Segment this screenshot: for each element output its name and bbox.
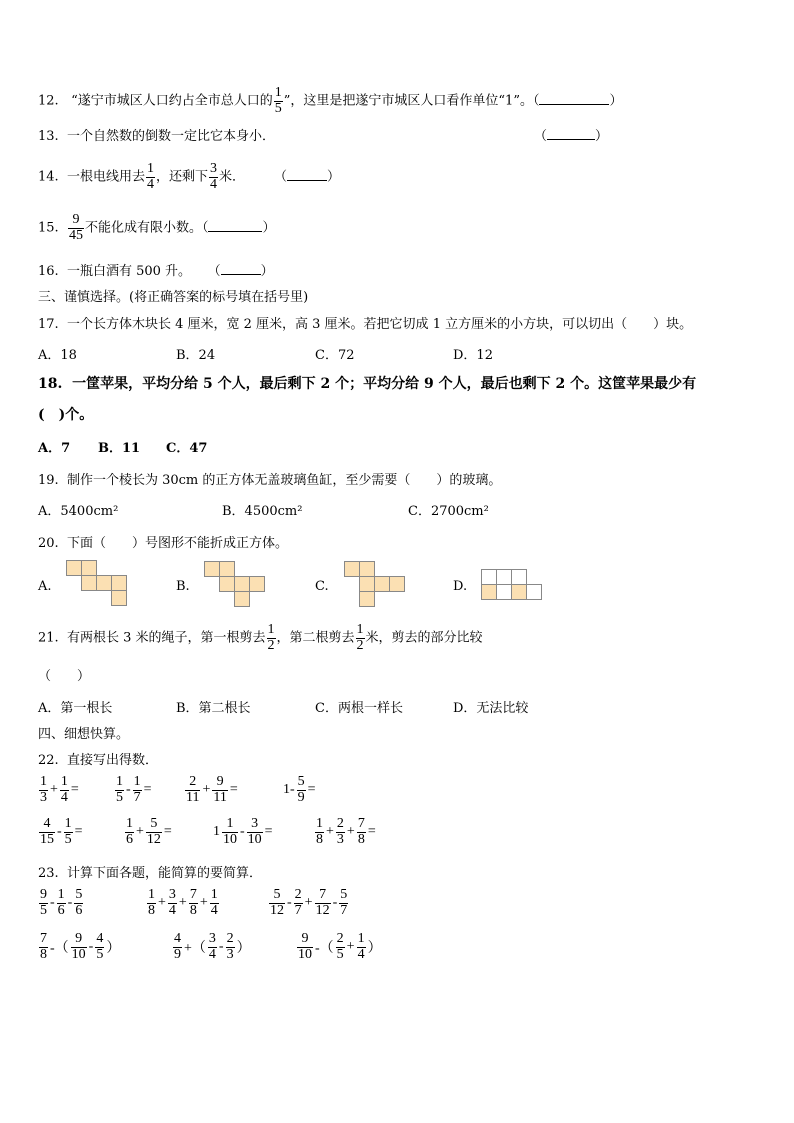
question-12: 12. “遂宁市城区人口约占全市总人口的 $\frac{1}{5}$ ”，这里是把遂宁市城区人口看作单位“1”。（ ）	[38, 85, 623, 116]
q19-option-c[interactable]: C．2700cm²	[408, 504, 489, 519]
q23-expr-2: $\frac{1}{8}$ + $\frac{3}{4}$ + $\frac{7}{8}$ + $\frac{1}{4}$	[148, 887, 218, 918]
q15-text: 不能化成有限小数。（	[84, 220, 209, 236]
q21-option-b[interactable]: B．第二根长	[176, 701, 251, 716]
q17-option-d[interactable]: D．12	[453, 348, 493, 363]
q17-option-a[interactable]: A．18	[38, 348, 77, 363]
q19-option-b[interactable]: B．4500cm²	[222, 504, 303, 519]
q12-answer-blank[interactable]	[539, 93, 609, 105]
q21-text-mid: ，第二根剪去	[276, 630, 355, 646]
q21-number: 21.	[38, 630, 59, 646]
section-3-heading: 三、谨慎选择。(将正确答案的标号填在括号里)	[38, 290, 309, 305]
q21-fraction-2: $\frac{1}{2}$	[356, 622, 364, 653]
question-22	[38, 749, 158, 768]
question-18	[38, 373, 696, 393]
q16-text: 一瓶白酒有 500 升。	[66, 264, 192, 279]
question-15: 15. $\frac{9}{45}$ 不能化成有限小数。（ ）	[38, 212, 276, 243]
q22-expr-5: $\frac{4}{15}$ - $\frac{1}{5}$ =	[40, 816, 83, 847]
q14-text-post: 米．	[218, 169, 245, 185]
q21-fraction-1: $\frac{1}{2}$	[267, 622, 275, 653]
question-23	[38, 862, 262, 881]
q12-fraction: $\frac{1}{5}$	[274, 85, 282, 116]
question-16: 16. 一瓶白酒有 500 升。 （ ）	[38, 264, 274, 279]
q20-number: 20.	[38, 536, 59, 551]
q15-answer-blank[interactable]	[208, 220, 262, 232]
q23-expr-1: $\frac{9}{5}$ - $\frac{1}{6}$ - $\frac{5}{6}$	[40, 887, 83, 918]
q20-option-c[interactable]: C.	[315, 579, 329, 594]
q23-expr-4: $\frac{7}{8}$ -（ $\frac{9}{10}$ - $\frac{4}{5}$ ）	[40, 931, 121, 962]
question-21	[38, 623, 483, 653]
q14-answer-blank[interactable]	[287, 169, 327, 181]
q21-text-post: 米，剪去的部分比较	[365, 630, 483, 646]
q22-expr-6: $\frac{1}{6}$ + $\frac{5}{12}$ =	[126, 816, 172, 847]
q18-option-a[interactable]: A．7	[38, 441, 71, 456]
q19-text: 制作一个棱长为 30cm 的正方体无盖玻璃鱼缸，至少需要（ ）的玻璃。	[66, 473, 502, 488]
q22-text: 直接写出得数．	[66, 753, 158, 768]
q23-expr-6: $\frac{9}{10}$ -（ $\frac{2}{5}$ + $\frac{1}{4}$ ）	[298, 931, 382, 962]
q13-answer[interactable]: （ ）	[534, 129, 609, 144]
q21-option-a[interactable]: A．第一根长	[38, 701, 113, 716]
q23-expr-5: $\frac{4}{9}$ +（ $\frac{3}{4}$ - $\frac{2}{3}$ ）	[174, 931, 251, 962]
q17-option-b[interactable]: B．24	[176, 348, 216, 363]
q21-paren[interactable]: （ ）	[38, 669, 91, 684]
q14-fraction-1: $\frac{1}{4}$	[146, 161, 154, 192]
q20-option-b[interactable]: B.	[176, 579, 190, 594]
q23-text: 计算下面各题，能简算的要简算．	[66, 866, 262, 881]
q18-option-b[interactable]: B．11	[98, 441, 141, 456]
q22-number: 22.	[38, 753, 59, 768]
q17-number: 17.	[38, 317, 59, 332]
q14-number: 14.	[38, 169, 59, 185]
q21-option-c[interactable]: C．两根一样长	[315, 701, 403, 716]
q22-expr-8: $\frac{1}{8}$ + $\frac{2}{3}$ + $\frac{7}{8}$ =	[316, 816, 376, 847]
q20-text: 下面（ ）号图形不能折成正方体。	[66, 536, 288, 551]
q15-number: 15.	[38, 220, 59, 236]
q19-option-a[interactable]: A．5400cm²	[38, 504, 119, 519]
q21-option-d[interactable]: D．无法比较	[453, 701, 529, 716]
q21-text-pre: 有两根长 3 米的绳子，第一根剪去	[66, 630, 266, 646]
q18-line-1: 一筐苹果，平均分给 5 个人，最后剩下 2 个；平均分给 9 个人，最后也剩下 2 个。这筐苹果最少有	[72, 376, 697, 392]
q22-expr-7: 1 $\frac{1}{10}$ - $\frac{3}{10}$ =	[213, 816, 273, 847]
q12-text-post: ”，这里是把遂宁市城区人口看作单位“1”。（	[283, 93, 540, 109]
question-14: 14. 一根电线用去 $\frac{1}{4}$ ，还剩下 $\frac{3}{4}$ 米． （ ）	[38, 161, 340, 192]
q18-option-c[interactable]: C．47	[166, 441, 208, 456]
q19-number: 19.	[38, 473, 59, 488]
q18-number: 18.	[38, 376, 63, 392]
q15-fraction: $\frac{9}{45}$	[68, 212, 83, 243]
question-19	[38, 469, 501, 488]
section-4-heading: 四、细想快算。	[38, 727, 130, 742]
q14-text-mid: ，还剩下	[155, 169, 208, 185]
q17-text: 一个长方体木块长 4 厘米，宽 2 厘米，高 3 厘米。若把它切成 1 立方厘米的小方块，可以切出（ ）块。	[66, 317, 693, 332]
question-13	[38, 125, 275, 144]
question-17	[38, 313, 692, 332]
q12-number: 12.	[38, 93, 59, 109]
q13-number: 13.	[38, 129, 59, 144]
q14-fraction-2: $\frac{3}{4}$	[209, 161, 217, 192]
q22-expr-4: 1- $\frac{5}{9}$ =	[283, 774, 316, 805]
q12-text-pre: “遂宁市城区人口约占全市总人口的	[71, 93, 273, 109]
question-20	[38, 532, 288, 551]
q14-text-pre: 一根电线用去	[66, 169, 145, 185]
q20-option-d[interactable]: D.	[453, 579, 468, 594]
q22-expr-1: $\frac{1}{3}$ + $\frac{1}{4}$ =	[40, 774, 79, 805]
q17-option-c[interactable]: C．72	[315, 348, 355, 363]
q16-answer-blank[interactable]	[221, 263, 261, 275]
q23-number: 23.	[38, 866, 59, 881]
q18-line-2: ( )个。	[38, 407, 94, 423]
q23-expr-3: $\frac{5}{12}$ - $\frac{2}{7}$ + $\frac{7}{12}$ - $\frac{5}{7}$	[270, 887, 348, 918]
q22-expr-2: $\frac{1}{5}$ - $\frac{1}{7}$ =	[116, 774, 152, 805]
q22-expr-3: $\frac{2}{11}$ + $\frac{9}{11}$ =	[186, 774, 238, 805]
q13-text: 一个自然数的倒数一定比它本身小．	[66, 129, 275, 144]
q16-number: 16.	[38, 264, 59, 279]
q20-option-a[interactable]: A.	[38, 579, 52, 594]
q13-answer-blank[interactable]	[547, 128, 595, 140]
